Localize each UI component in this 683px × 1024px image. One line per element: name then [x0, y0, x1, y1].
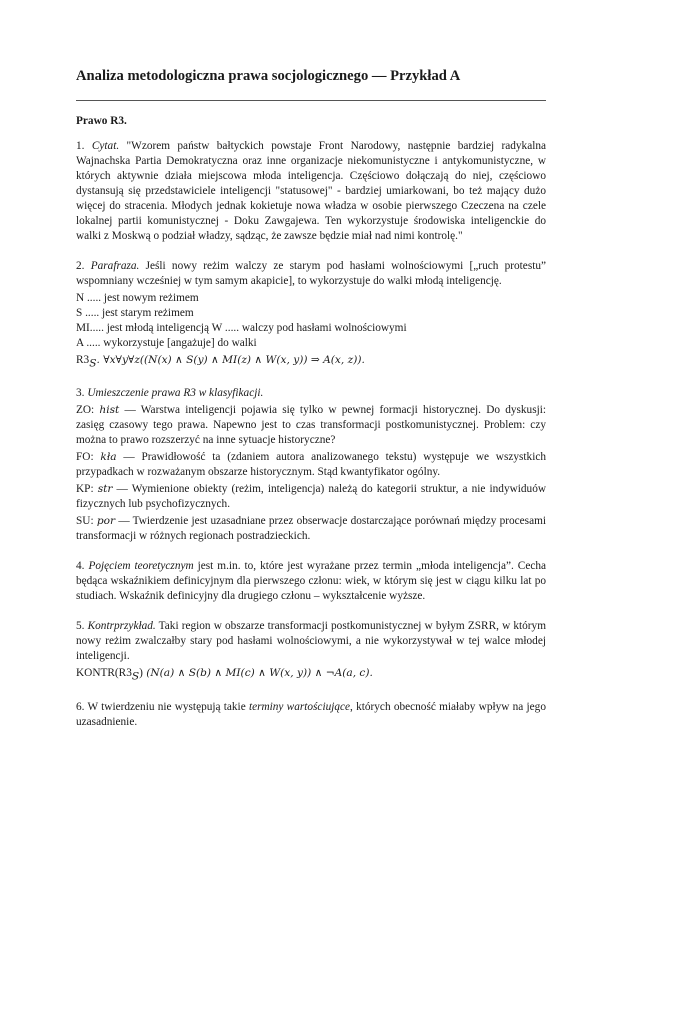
paragraph-number: 4.	[76, 560, 85, 573]
paragraph-counterexample	[76, 619, 546, 664]
formula-subscript: S	[131, 670, 140, 683]
classification-item	[76, 482, 546, 512]
paragraph-classification	[76, 386, 546, 401]
classification-term: por	[96, 515, 116, 528]
definition-line: MI..... jest młodą inteligencją W ..... walczy pod hasłami wolnościowymi	[76, 322, 407, 334]
law-formula	[76, 353, 546, 371]
value-terms-emphasis: terminy wartościujące	[248, 700, 351, 713]
quote-text: "Wzorem państw bałtyckich powstaje Front Narodowy, następnie bardziej radykalna Wajnachska Partia Demokratyczna oraz inne organizacje niekomunistyczne i antykomunistyczne, w których aktywnie działa miejscowa młoda inteligencja. Częściowo dołączają do niej, częściowo dystansują się przedstawiciele inteligencji "statusowej" - bardziej umiarkowani, bo też mający dużo więcej do stracenia. Młodych jednak kokietuje nowa władza w osobie pierwszego Czeczena na czele lokalnej partii komunistycznej - Doku Zawgajewa. Ten wykorzystuje środowiska inteligenckie do walki z Moskwą o podział władzy, sądząc, że zawsze będzie miał nad nimi kontrolę."	[76, 140, 547, 242]
paragraph-number: 3.	[76, 387, 85, 400]
paragraph-quote	[76, 139, 546, 244]
paragraph-number: 5.	[76, 620, 85, 633]
counterexample-text: Taki region w obszarze transformacji postkomunistycznej w byłym ZSRR, w którym nowy reżim zwalczałby stary pod hasłami wolnościowymi, a nie wykorzystywał w tej walce młodej inteligencji.	[76, 620, 546, 663]
paragraph-paraphrase	[76, 259, 546, 289]
definition-line: S ..... jest starym reżimem	[76, 307, 194, 319]
paragraph-value-terms	[76, 700, 546, 730]
formula-subscript: S	[89, 357, 97, 370]
section-heading: Prawo R3.	[76, 115, 127, 127]
title-divider	[76, 100, 546, 101]
definition-list	[76, 291, 546, 351]
classification-item	[76, 514, 546, 544]
paragraph-label: Kontrprzykład.	[87, 620, 156, 633]
classification-item	[76, 403, 546, 448]
paragraph-number: 2.	[76, 260, 85, 272]
classification-key: KP:	[76, 483, 94, 496]
formula-body: . ∀x∀y∀z((N(x) ∧ S(y) ∧ MI(z) ∧ W(x, y)) ⇒ A(x, z)).	[96, 354, 365, 366]
classification-key: ZO:	[76, 404, 95, 417]
paragraph-label: Parafraza.	[90, 260, 140, 272]
classification-key: SU:	[76, 515, 94, 528]
classification-text: — Twierdzenie jest uzasadniane przez obserwacje dostarczające porównań między procesami transformacji w różnych regionach postradzieckich.	[76, 515, 547, 543]
document-title: Analiza metodologiczna prawa socjologicznego — Przykład A	[76, 68, 461, 84]
paragraph-number: 1.	[76, 140, 85, 152]
formula-close: )	[139, 667, 143, 680]
concept-text: jest m.in. to, które jest wyrażane przez termin „młoda inteligencja”. Cecha będąca wskaźnikiem definicyjnym dla pierwszego członu: wiek, w którym się jest w ciągu kilku lat po studiach. Wskaźnik definicyjny dla drugiego członu – wykształcenie wyższe.	[76, 560, 547, 603]
paragraph-theoretical-concept	[76, 559, 546, 604]
classification-text: — Warstwa inteligencji pojawia się tylko w pewnej formacji historycznej. Do dyskusji: zasięg czasowy tego prawa. Napewno jest to czas transformacji postkomunistycznej. Problem: czy można to prawo rozszerzyć na inne sytuacje historyczne?	[76, 404, 547, 447]
formula-label: R3	[76, 354, 90, 366]
paragraph-label: Cytat.	[91, 140, 120, 152]
classification-text: — Wymienione obiekty (reżim, inteligencja) należą do kategorii struktur, a nie indywiduów fizycznych lub psychofizycznych.	[76, 483, 547, 511]
classification-term: str	[97, 483, 113, 496]
paragraph-label: Umieszczenie prawa R3 w klasyfikacji.	[87, 387, 264, 400]
document-page	[76, 66, 546, 730]
paraphrase-text: Jeśli nowy reżim walczy ze starym pod hasłami wolnościowymi [„ruch protestu” wspomniany wcześniej w tym samym akapicie], to wykorzystuje do walki młodą inteligencję.	[76, 260, 547, 287]
value-terms-text-after: , których obecność miałaby wpływ na jego uzasadnienie.	[76, 700, 546, 728]
definition-line: A ..... wykorzystuje [angażuje] do walki	[76, 337, 257, 349]
counterexample-formula	[76, 666, 546, 684]
formula-body: (N(a) ∧ S(b) ∧ MI(c) ∧ W(x, y)) ∧ ¬A(a, c).	[142, 667, 373, 680]
value-terms-text-before: 6. W twierdzeniu nie występują takie	[76, 700, 249, 713]
classification-term: hist	[99, 404, 120, 417]
classification-text: — Prawidłowość ta (zdaniem autora analizowanego tekstu) występuje we wszystkich przypadkach w rozważanym obszarze historycznym. Stąd kwantyfikator ogólny.	[76, 451, 546, 479]
definition-line: N ..... jest nowym reżimem	[76, 292, 199, 304]
classification-term: kła	[100, 451, 117, 464]
classification-key: FO:	[76, 451, 94, 464]
classification-item	[76, 450, 546, 480]
formula-label: KONTR(R3	[76, 667, 132, 680]
paragraph-label: Pojęciem teoretycznym	[88, 560, 194, 573]
